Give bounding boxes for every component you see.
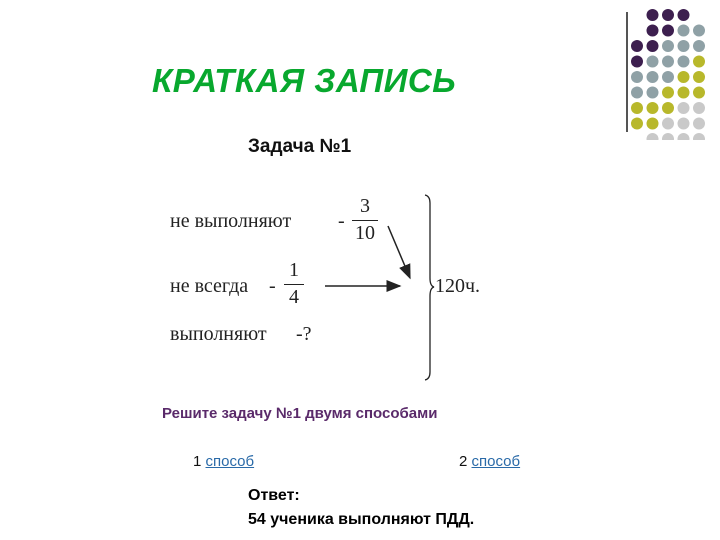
way-2-link[interactable]: способ xyxy=(471,453,521,470)
row2-denominator: 4 xyxy=(289,286,299,308)
row1-label: не выполняют xyxy=(170,210,292,232)
row3-label: выполняют xyxy=(170,323,267,345)
row2-dash: - xyxy=(269,275,276,297)
way-1 xyxy=(193,453,254,470)
row2-label: не всегда xyxy=(170,275,249,297)
diagonal-arrow xyxy=(388,226,410,278)
row3-question: -? xyxy=(296,323,312,345)
way-2 xyxy=(459,453,520,470)
problem-number: Задача №1 xyxy=(248,136,352,157)
right-brace xyxy=(425,195,434,380)
row1-numerator: 3 xyxy=(360,195,370,217)
task-prompt: Решите задачу №1 двумя способами xyxy=(162,405,438,422)
answer-text: 54 ученика выполняют ПДД. xyxy=(248,511,475,528)
row1-denominator: 10 xyxy=(355,222,375,244)
slide-title: КРАТКАЯ ЗАПИСЬ xyxy=(152,62,457,99)
row1-dash: - xyxy=(338,210,345,232)
way-1-link[interactable]: способ xyxy=(205,453,255,470)
answer-heading: Ответ: xyxy=(248,487,300,504)
way-1-number: 1 xyxy=(193,453,202,470)
row2-numerator: 1 xyxy=(289,259,299,281)
total-hours: 120ч. xyxy=(435,275,481,297)
way-2-number: 2 xyxy=(459,453,468,470)
answer-block xyxy=(248,484,474,532)
